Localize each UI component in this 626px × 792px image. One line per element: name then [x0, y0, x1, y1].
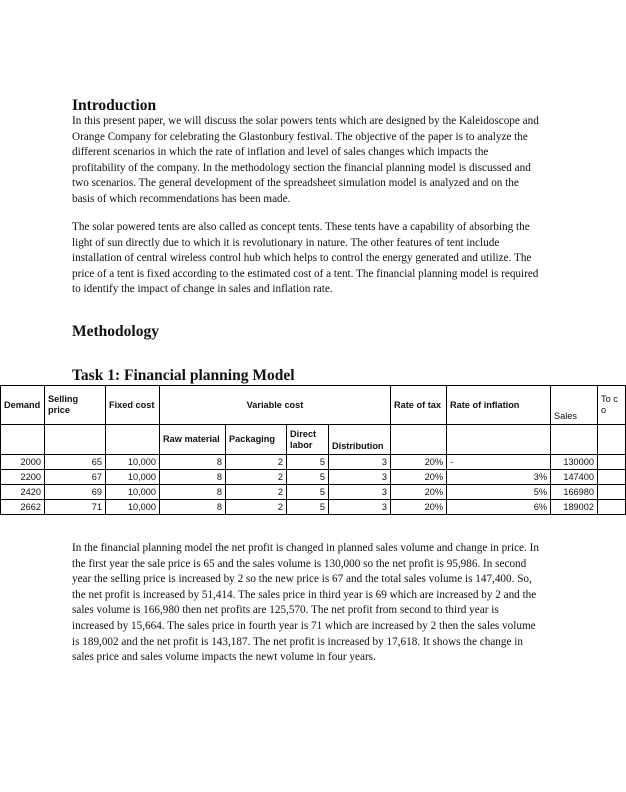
- cell-demand: 2662: [1, 500, 45, 515]
- cell-tax: 20%: [391, 455, 447, 470]
- introduction-paragraph-2: The solar powered tents are also called as concept tents. These tents have a capability of absorbing the light of sun directly due to which it is revolutionary in nature. The other features of tent include installation of central wireless control hub which helps to control the energy generated and utilize. The price of a tent is fixed according to the estimated cost of a tent. The financial planning model is required to identify the impact of change in sales and inflation rate.: [72, 221, 539, 296]
- table-subheader-row: [1, 425, 626, 455]
- cell-distribution: 3: [329, 500, 391, 515]
- cell-packaging: 2: [226, 485, 287, 500]
- table-row: [1, 500, 626, 515]
- empty-cell: [598, 455, 626, 470]
- header-fixed-cost: Fixed cost: [106, 386, 160, 425]
- subheader-direct-labor: Direct labor: [287, 425, 329, 455]
- header-selling-price: Selling price: [45, 386, 106, 425]
- cell-sales: 147400: [551, 470, 598, 485]
- cell-direct-labor: 5: [287, 500, 329, 515]
- table-row: [1, 470, 626, 485]
- empty-cell: [391, 425, 447, 455]
- cell-raw-material: 8: [160, 470, 226, 485]
- cell-inflation: 6%: [447, 500, 551, 515]
- cell-tax: 20%: [391, 470, 447, 485]
- header-demand: Demand: [1, 386, 45, 425]
- cell-selling-price: 65: [45, 455, 106, 470]
- header-sales: Sales: [551, 386, 598, 425]
- cell-packaging: 2: [226, 455, 287, 470]
- cell-raw-material: 8: [160, 500, 226, 515]
- empty-cell: [551, 425, 598, 455]
- cell-inflation: 5%: [447, 485, 551, 500]
- introduction-paragraph-1: In this present paper, we will discuss the solar powers tents which are designed by the Kaleidoscope and Orange Company for celebrating the Glastonbury festival. The objective of the paper is to analyze the different scenarios in which the rate of inflation and level of sales changes which impacts the profitability of the company. In the methodology section the financial planning model is discussed and two scenarios. The general development of the spreadsheet simulation model is analyzed and on the basis of which recommendations has been made.: [72, 115, 539, 205]
- empty-cell: [447, 425, 551, 455]
- cell-fixed-cost: 10,000: [106, 470, 160, 485]
- cell-fixed-cost: 10,000: [106, 455, 160, 470]
- cell-sales: 166980: [551, 485, 598, 500]
- header-rate-of-inflation: Rate of inflation: [447, 386, 551, 425]
- task1-analysis-paragraph: In the financial planning model the net profit is changed in planned sales volume and change in price. In the first year the sale price is 65 and the sales volume is 130,000 so the net profit is 95,986. In second year the selling price is increased by 2 so the new price is 67 and the total sales volume is 147,400. So, the net profit is increased by 51,414. The sales price in third year is 69 which are increased by 2 and the sales volume is 166,980 then net profits are 125,570. The net profit from second to third year is increased by 15,664. The sales price in fourth year is 71 which are increased by 2 then the sales volume is 189,002 and the net profit is 143,187. The net profit is increased by 17,618. It shows the change in sales price and sales volume impacts the newt volume in four years.: [72, 542, 539, 664]
- empty-cell: [598, 470, 626, 485]
- cell-demand: 2420: [1, 485, 45, 500]
- subheader-distribution: Distribution: [329, 425, 391, 455]
- empty-cell: [45, 425, 106, 455]
- header-next-column: To co: [598, 386, 626, 425]
- cell-inflation: 3%: [447, 470, 551, 485]
- empty-cell: [598, 425, 626, 455]
- cell-raw-material: 8: [160, 455, 226, 470]
- empty-cell: [1, 425, 45, 455]
- cell-fixed-cost: 10,000: [106, 485, 160, 500]
- cell-distribution: 3: [329, 470, 391, 485]
- cell-demand: 2200: [1, 470, 45, 485]
- empty-cell: [106, 425, 160, 455]
- cell-distribution: 3: [329, 485, 391, 500]
- cell-selling-price: 67: [45, 470, 106, 485]
- cell-selling-price: 71: [45, 500, 106, 515]
- financial-planning-table: [0, 385, 626, 515]
- header-variable-cost: Variable cost: [160, 386, 391, 425]
- cell-inflation: -: [447, 455, 551, 470]
- cell-distribution: 3: [329, 455, 391, 470]
- cell-selling-price: 69: [45, 485, 106, 500]
- cell-direct-labor: 5: [287, 485, 329, 500]
- subheader-packaging: Packaging: [226, 425, 287, 455]
- cell-tax: 20%: [391, 485, 447, 500]
- methodology-heading: Methodology: [72, 323, 159, 340]
- empty-cell: [598, 485, 626, 500]
- cell-raw-material: 8: [160, 485, 226, 500]
- introduction-heading: Introduction: [72, 97, 157, 114]
- cell-tax: 20%: [391, 500, 447, 515]
- table-row: [1, 455, 626, 470]
- cell-sales: 189002: [551, 500, 598, 515]
- cell-sales: 130000: [551, 455, 598, 470]
- subheader-raw-material: Raw material: [160, 425, 226, 455]
- cell-direct-labor: 5: [287, 455, 329, 470]
- header-rate-of-tax: Rate of tax: [391, 386, 447, 425]
- cell-demand: 2000: [1, 455, 45, 470]
- cell-fixed-cost: 10,000: [106, 500, 160, 515]
- cell-direct-labor: 5: [287, 470, 329, 485]
- task1-heading: Task 1: Financial planning Model: [72, 367, 295, 384]
- cell-packaging: 2: [226, 470, 287, 485]
- empty-cell: [598, 500, 626, 515]
- cell-packaging: 2: [226, 500, 287, 515]
- table-row: [1, 485, 626, 500]
- table-header-row: [1, 386, 626, 425]
